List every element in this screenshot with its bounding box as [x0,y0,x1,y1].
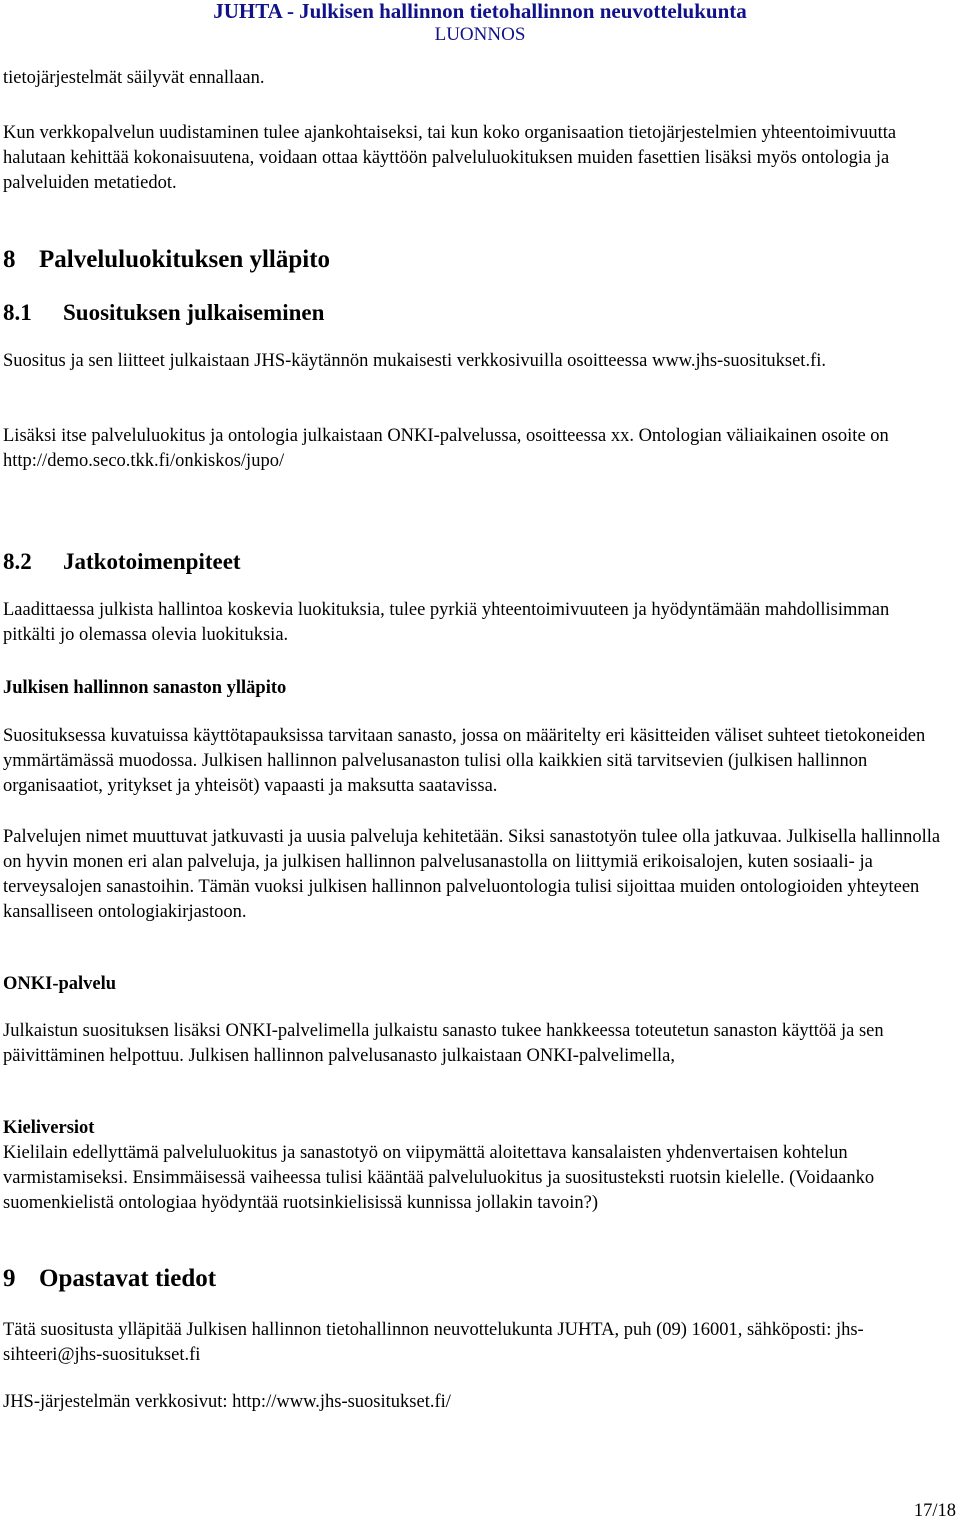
intro-paragraph: Kun verkkopalvelun uudistaminen tulee ajankohtaiseksi, tai kun koko organisaation tietojärjestelmien yhteentoimivuutta halutaan kehittää kokonaisuutena, voidaan ottaa käyttöön palveluluokituksen muiden fasettien lisäksi myös ontologia ja palveluiden metatiedot. [3,123,897,193]
section-8-2-title: Jatkotoimenpiteet [63,549,241,574]
section-8-2-paragraph-1: Laadittaessa julkista hallintoa koskevia luokituksia, tulee pyrkiä yhteentoimivuuteen ja hyödyntämään mahdollisimman pitkälti jo olemassa olevia luokituksia. [3,600,890,645]
kieliversiot-paragraph: Kielilain edellyttämä palveluluokitus ja sanastotyö on viipymättä aloitettava kansalaisten yhdenvertaisen kohtelun varmistamiseksi. Ensimmäisessä vaiheessa tulisi kääntää palveluluokitus ja suositusteksti ruotsin kielelle. (Voidaanko suomenkielistä ontologiaa hyödyntää ruotsinkielisissä kunnissa jollakin tavoin?) [3,1143,875,1213]
section-8-heading [3,245,330,275]
section-8-1-paragraph-1: Suositus ja sen liitteet julkaistaan JHS-käytännön mukaisesti verkkosivuilla osoitteessa www.jhs-suositukset.fi. [3,351,826,371]
section-9-paragraph-1: Tätä suositusta ylläpitää Julkisen hallinnon tietohallinnon neuvottelukunta JUHTA, puh (09) 16001, sähköposti: jhs-sihteeri@jhs-suositukset.fi [3,1320,864,1365]
document-header-title: JUHTA - Julkisen hallinnon tietohallinnon neuvottelukunta [213,0,747,23]
section-8-1-paragraph-2: Lisäksi itse palveluluokitus ja ontologia julkaistaan ONKI-palvelussa, osoitteessa xx. Ontologian väliaikainen osoite on http://demo.seco.tkk.fi/onkiskos/jupo/ [3,426,889,471]
sanaston-yllapito-paragraph-2: Palvelujen nimet muuttuvat jatkuvasti ja uusia palveluja kehitetään. Siksi sanastotyön tulee olla jatkuvaa. Julkisella hallinnolla on hyvin monen eri alan palveluja, ja julkisen hallinnon palvelusanastolla on liittymiä erikoisalojen, kuten sosiaali- ja terveysalojen sanastoihin. Tämän vuoksi julkisen hallinnon palveluontologia tulisi sijoittaa muiden ontologioiden yhteyteen kansalliseen ontologiakirjastoon. [3,827,941,922]
intro-fragment: tietojärjestelmät säilyvät ennallaan. [3,68,265,88]
section-9-title: Opastavat tiedot [39,1265,217,1292]
sanaston-yllapito-paragraph-1: Suosituksessa kuvatuissa käyttötapauksissa tarvitaan sanasto, jossa on määritelty eri käsitteiden väliset suhteet tietokoneiden ymmärtämässä muodossa. Julkisen hallinnon palvelusanaston tulisi olla kaikkien sitä tarvitsevien (julkisen hallinnon organisaatiot, yritykset ja yhteisöt) vapaasti ja maksutta saatavissa. [3,726,926,796]
section-8-1-heading [3,299,324,327]
section-8-1-title: Suosituksen julkaiseminen [63,300,325,325]
section-8-title: Palveluluokituksen ylläpito [39,246,331,273]
section-9-paragraph-2: JHS-järjestelmän verkkosivut: http://www.jhs-suositukset.fi/ [3,1392,451,1412]
section-8-1-number: 8.1 [3,300,32,325]
section-8-2-heading [3,548,241,576]
section-9-heading [3,1264,216,1294]
onki-palvelu-paragraph: Julkaistun suosituksen lisäksi ONKI-palvelimella julkaistu sanasto tukee hankkeessa toteutetun sanaston käyttöä ja sen päivittäminen helpottuu. Julkisen hallinnon palvelusanasto julkaistaan ONKI-palvelimella, [3,1021,884,1066]
subheading-onki-palvelu: ONKI-palvelu [3,974,117,994]
page-number: 17/18 [913,1501,956,1521]
subheading-sanaston-yllapito: Julkisen hallinnon sanaston ylläpito [3,678,287,698]
section-8-number: 8 [3,246,16,273]
section-8-2-number: 8.2 [3,549,32,574]
document-status-label: LUONNOS [434,24,526,45]
section-9-number: 9 [3,1265,16,1292]
subheading-kieliversiot: Kieliversiot [3,1118,95,1138]
